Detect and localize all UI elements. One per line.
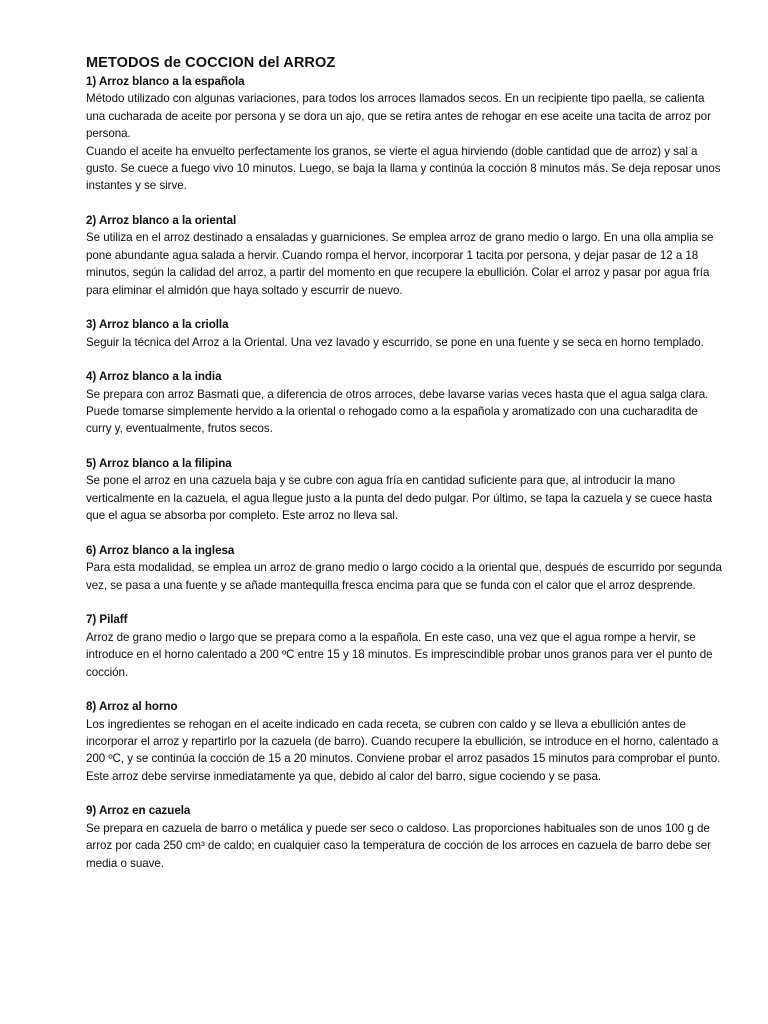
section-2 xyxy=(86,212,726,299)
section-paragraph: Se utiliza en el arroz destinado a ensaladas y guarniciones. Se emplea arroz de grano medio o largo. En una olla amplia se pone abundante agua salada a hervir. Cuando rompa el hervor, incorporar 1 tacita por persona, y dejar pasar de 12 a 18 minutos, según la calidad del arroz, a partir del momento en que recupere la ebullición. Colar el arroz y pasar por agua fría para eliminar el almidón que haya soltado y escurrir de nuevo. xyxy=(86,231,714,297)
section-paragraph: Para esta modalidad, se emplea un arroz de grano medio o largo cocido a la oriental que, después de escurrido por segunda vez, se pasa a una fuente y se añade mantequilla fresca encima para que se funda con el calor que el arroz desprende. xyxy=(86,561,722,592)
section-4 xyxy=(86,368,726,438)
section-title: 8) Arroz al horno xyxy=(86,700,178,714)
section-paragraph: Arroz de grano medio o largo que se prepara como a la española. En este caso, una vez que el agua rompe a hervir, se introduce en el horno calentado a 200 ºC entre 15 y 18 minutos. Es imprescindible probar unos granos para ver el punto de cocción. xyxy=(86,630,713,679)
section-title: 2) Arroz blanco a la oriental xyxy=(86,214,237,228)
section-paragraph: Seguir la técnica del Arroz a la Oriental. Una vez lavado y escurrido, se pone en una fuente y se seca en horno templado. xyxy=(86,335,704,349)
section-paragraph: Se prepara con arroz Basmati que, a diferencia de otros arroces, debe lavarse varias veces hasta que el agua salga clara. Puede tomarse simplemente hervido a la oriental o rehogado como a la española y aromatizado con una cucharadita de curry y, eventualmente, frutos secos. xyxy=(86,387,709,436)
section-5 xyxy=(86,455,726,525)
section-paragraph: Se pone el arroz en una cazuela baja y se cubre con agua fría en cantidad suficiente para que, al introducir la mano verticalmente en la cazuela, el agua llegue justo a la punta del dedo pulgar. Por último, se tapa la cazuela y se cuece hasta que el agua se absorba por completo. Este arroz no lleva sal. xyxy=(86,474,713,523)
section-title: 9) Arroz en cazuela xyxy=(86,804,191,818)
section-1 xyxy=(86,73,726,195)
section-7 xyxy=(86,611,726,681)
section-6 xyxy=(86,542,726,594)
section-title: 6) Arroz blanco a la inglesa xyxy=(86,543,235,557)
section-3 xyxy=(86,316,726,351)
document-title: METODOS de COCCION del ARROZ xyxy=(86,55,336,71)
section-title: 3) Arroz blanco a la criolla xyxy=(86,318,229,332)
section-title: 4) Arroz blanco a la india xyxy=(86,370,222,384)
section-paragraph: Método utilizado con algunas variaciones, para todos los arroces llamados secos. En un recipiente tipo paella, se calienta una cucharada de aceite por persona y se dora un ajo, que se retira antes de rehogar en ese aceite una tacita de arroz por persona. xyxy=(86,92,711,141)
section-paragraph: Se prepara en cazuela de barro o metálica y puede ser seco o caldoso. Las proporciones habituales son de unos 100 g de arroz por cada 250 cm³ de caldo; en cualquier caso la temperatura de cocción de los arroces en cazuela de barro debe ser media o suave. xyxy=(86,821,711,870)
section-paragraph: Cuando el aceite ha envuelto perfectamente los granos, se vierte el agua hirviendo (doble cantidad que de arroz) y sal a gusto. Se cuece a fuego vivo 10 minutos. Luego, se baja la llama y continúa la cocción 8 minutos más. Se deja reposar unos instantes y se sirve. xyxy=(86,144,721,193)
section-8 xyxy=(86,698,726,785)
section-9 xyxy=(86,802,726,872)
section-title: 5) Arroz blanco a la filipina xyxy=(86,457,232,471)
section-title: 1) Arroz blanco a la española xyxy=(86,75,245,88)
document-body xyxy=(86,54,726,889)
section-title: 7) Pilaff xyxy=(86,613,128,627)
section-paragraph: Los ingredientes se rehogan en el aceite indicado en cada receta, se cubren con caldo y se lleva a ebullición antes de incorporar el arroz y repartirlo por la cazuela (de barro). Cuando recupere la ebullición, se introduce en el horno, calentado a 200 ºC, y se continúa la cocción de 15 a 20 minutos. Conviene probar el arroz pasados 15 minutos para comprobar el punto. xyxy=(86,717,721,766)
section-paragraph: Este arroz debe servirse inmediatamente ya que, debido al calor del barro, sigue cociendo y se pasa. xyxy=(86,769,602,783)
